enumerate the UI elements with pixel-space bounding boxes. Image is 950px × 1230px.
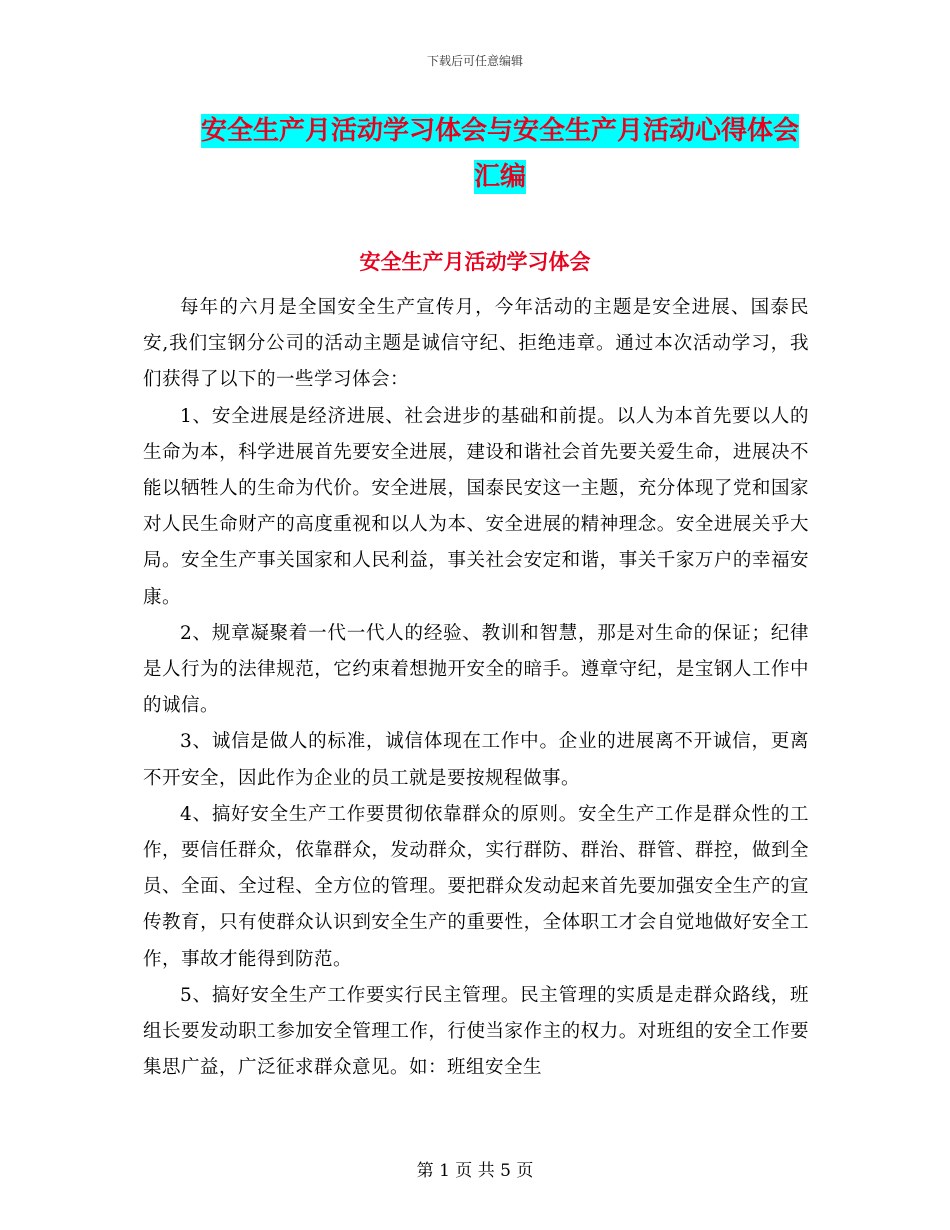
- document-body: [143, 290, 809, 1086]
- header-note: 下载后可任意编辑: [426, 54, 523, 68]
- paragraph-intro: 每年的六月是全国安全生产宣传月，今年活动的主题是安全进展、国泰民安,我们宝钢分公司的活动主题是诚信守纪、拒绝违章。通过本次活动学习，我们获得了以下的一些学习体会：: [143, 297, 809, 391]
- paragraph-point-1: 1、安全进展是经济进展、社会进步的基础和前提。以人为本首先要以人的生命为本，科学进展首先要安全进展，建设和谐社会首先要关爱生命，进展决不能以牺牲人的生命为代价。安全进展，国泰民安这一主题，充分体现了党和国家对人民生命财产的高度重视和以人为本、安全进展的精神理念。安全进展关乎大局。安全生产事关国家和人民利益，事关社会安定和谐，事关千家万户的幸福安康。: [143, 405, 809, 608]
- section-title: 安全生产月活动学习体会: [359, 250, 591, 274]
- paragraph-point-3: 3、诚信是做人的标准，诚信体现在工作中。企业的进展离不开诚信，更离不开安全，因此作为企业的员工就是要按规程做事。: [143, 731, 809, 789]
- document-title-line-1: 安全生产月活动学习体会与安全生产月活动心得体会: [200, 116, 799, 146]
- document-title: [140, 108, 860, 200]
- document-title-line-2: 汇编: [473, 162, 526, 192]
- paragraph-point-5: 5、搞好安全生产工作要实行民主管理。民主管理的实质是走群众路线，班组长要发动职工参加安全管理工作，行使当家作主的权力。对班组的安全工作要集思广益，广泛征求群众意见。如：班组安全生: [143, 984, 809, 1079]
- paragraph-point-2: 2、规章凝聚着一代一代人的经验、教训和智慧，那是对生命的保证；纪律是人行为的法律规范，它约束着想抛开安全的暗手。遵章守纪，是宝钢人工作中的诚信。: [143, 622, 809, 717]
- page-indicator: 第 1 页 共 5 页: [416, 1161, 534, 1181]
- paragraph-point-4: 4、搞好安全生产工作要贯彻依靠群众的原则。安全生产工作是群众性的工作，要信任群众，依靠群众，发动群众，实行群防、群治、群管、群控，做到全员、全面、全过程、全方位的管理。要把群众发动起来首先要加强安全生产的宣传教育，只有使群众认识到安全生产的重要性，全体职工才会自觉地做好安全工作，事故才能得到防范。: [143, 803, 809, 970]
